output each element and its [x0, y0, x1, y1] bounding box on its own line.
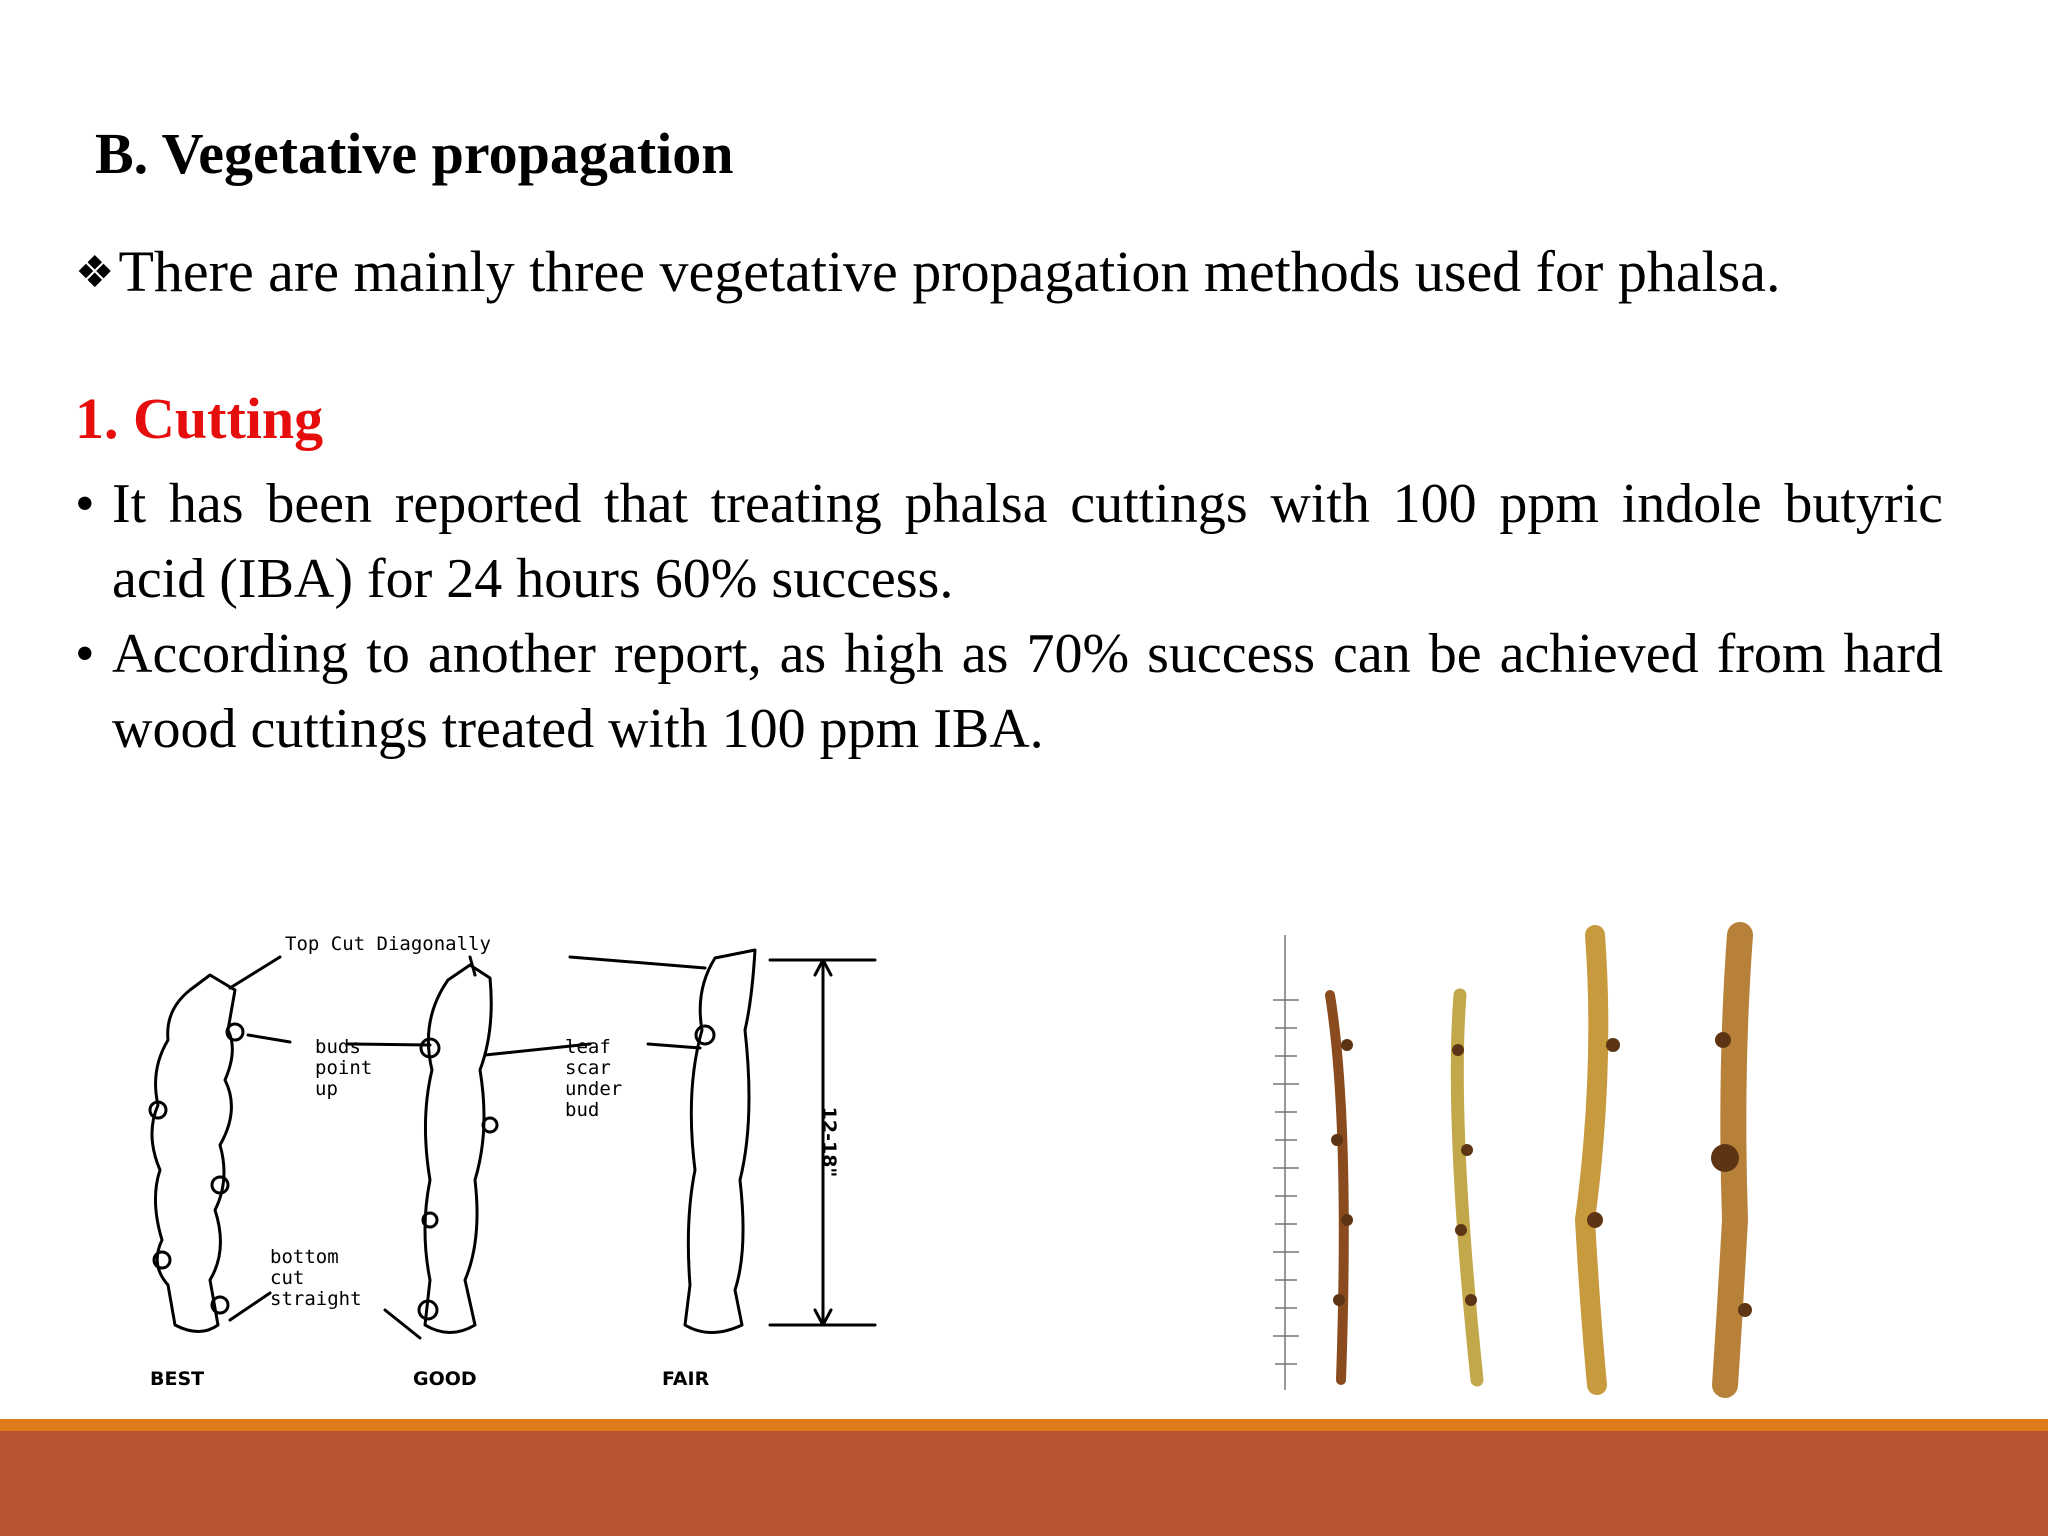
footer-accent-line: [0, 1419, 2048, 1431]
section-subheading: 1. Cutting: [75, 386, 324, 451]
grade-best-label: BEST: [150, 1368, 205, 1390]
intro-sentence: There are mainly three vegetative propagation methods used for phalsa.: [118, 239, 1781, 304]
cutting-stick-3: [1585, 935, 1598, 1385]
grade-good-label: GOOD: [413, 1368, 477, 1390]
buds-label-1: buds: [315, 1036, 361, 1058]
list-item-text: According to another report, as high as 70% success can be achieved from hard wood cuttings treated with 100 ppm IBA.: [112, 623, 1943, 760]
leaf-scar-label-2: scar: [565, 1057, 611, 1079]
leaf-scar-label-3: under: [565, 1078, 623, 1100]
cutting-diagram: [130, 920, 890, 1400]
bullet-list: [75, 467, 1943, 767]
leaf-scar-label-4: bud: [565, 1099, 600, 1121]
cutting-stick-1: [1330, 995, 1344, 1380]
bottom-cut-label-2: cut: [270, 1267, 305, 1289]
bottom-cut-label-3: straight: [270, 1288, 362, 1310]
diamond-bullet-icon: ❖: [75, 247, 115, 298]
bullet-dot-icon: •: [75, 623, 95, 685]
leaf-scar-label-1: leaf: [565, 1036, 611, 1058]
bullet-dot-icon: •: [75, 473, 95, 535]
grade-fair-label: FAIR: [662, 1368, 710, 1390]
buds-label-3: up: [315, 1078, 338, 1100]
intro-text: [75, 239, 1781, 304]
footer-band: [0, 1431, 2048, 1536]
slide-heading: B. Vegetative propagation: [95, 121, 734, 186]
cuttings-photo: [1255, 920, 1815, 1400]
list-item: [75, 617, 1943, 767]
best-cutting: [152, 975, 235, 1332]
length-label: 12-18": [818, 1106, 840, 1178]
bottom-cut-label-1: bottom: [270, 1246, 339, 1268]
fair-cutting: [685, 950, 755, 1333]
good-cutting: [425, 965, 491, 1333]
list-item-text: It has been reported that treating phalsa cuttings with 100 ppm indole butyric acid (IBA) for 24 hours 60% success.: [112, 473, 1943, 610]
buds-label-2: point: [315, 1057, 373, 1079]
ruler: [1273, 935, 1299, 1390]
list-item: [75, 467, 1943, 617]
top-cut-label: Top Cut Diagonally: [285, 933, 491, 955]
